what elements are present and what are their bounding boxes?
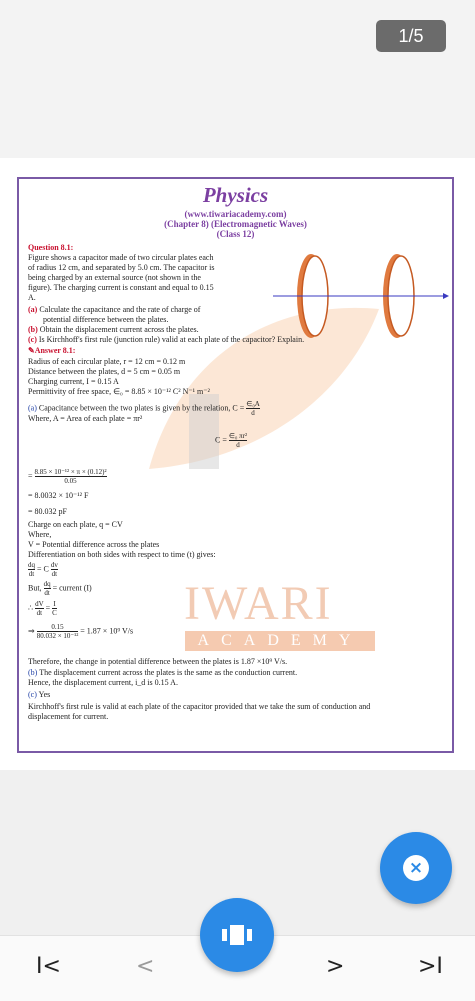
close-fab-button[interactable] — [380, 832, 452, 904]
therefore-text: Therefore, the change in potential difference between the plates is 1.87 ×10⁹ V/s. — [28, 657, 288, 666]
question-label: Question 8.1: — [28, 243, 74, 252]
capacitance-formula: C = $\frac{\text{∈₀ πr²}}{d}$ — [215, 432, 248, 449]
answer-b: (b) The displacement current across the plates is the same as the conduction current. — [28, 668, 298, 677]
hence-text: Hence, the displacement current, i_d is 0.15 A. — [28, 678, 178, 687]
view-mode-icon — [222, 925, 252, 945]
question-part-c: (c) Is Kirchhoff's first rule (junction rule) valid at each plate of the capacitor? Explain. — [28, 335, 305, 344]
calc-step-3: = 80.032 pF — [28, 507, 67, 516]
result-formula: ⇒ $\frac{0.15}{\text{80.032 × 10⁻¹²}}$ = 1.87 × 10⁹ V/s — [28, 623, 134, 640]
v-definition: V = Potential difference across the plates — [28, 540, 160, 549]
answer-c: (c) Yes — [28, 690, 51, 699]
last-page-button[interactable]: >I — [418, 954, 443, 979]
page-border — [17, 177, 454, 753]
answer-label: ✎Answer 8.1: — [28, 346, 76, 355]
kirchhoff-text: Kirchhoff's first rule is valid at each plate of the capacitor provided that we take the sum of conduction and displacement for current. — [28, 702, 371, 721]
dv-dt-formula: ∴ $\frac{dV}{dt}$ = $\frac{I}{C}$ — [28, 600, 57, 617]
calc-step-1: = $\frac{\text{8.85 × 10⁻¹² × π × (0.12)²}}{0.05}$ — [28, 468, 107, 485]
watermark-text: IWARI — [184, 577, 333, 630]
close-icon: × — [403, 855, 429, 881]
current-relation: But, $\frac{dq}{dt}$ = current (I) — [28, 580, 92, 597]
doc-site: (www.tiwariacademy.com) — [184, 209, 287, 219]
calc-step-2: = 8.0032 × 10⁻¹² F — [28, 491, 89, 500]
area-definition: Where, A = Area of each plate = πr² — [28, 414, 143, 423]
question-part-b: (b) Obtain the displacement current across the plates. — [28, 325, 199, 334]
viewer-top-area — [0, 0, 475, 160]
page-indicator: 1/5 — [376, 20, 446, 52]
question-part-a: (a) Calculate the capacitance and the rate of charge of — [28, 305, 201, 314]
pen-icon: ✎ — [28, 346, 35, 355]
first-page-button[interactable]: I< — [36, 954, 61, 979]
dq-dt-formula: $\frac{dq}{dt}$ = C $\frac{dv}{dt}$ — [28, 561, 58, 578]
where-line: Where, — [28, 530, 52, 539]
doc-class: (Class 12) — [216, 229, 255, 239]
question-text: Figure shows a capacitor made of two circular plates each of radius 12 cm, and separated by 5.0 cm. The capacitor is being charged by an external source (not shown in the figure). The charging current is constant and equal to 0.15 A. — [28, 253, 215, 302]
next-page-button[interactable]: > — [326, 954, 345, 979]
pdf-page[interactable] — [0, 158, 475, 770]
doc-title: Physics — [202, 183, 269, 207]
doc-chapter: (Chapter 8) (Electromagnetic Waves) — [164, 219, 307, 229]
view-mode-button[interactable] — [200, 898, 274, 972]
prev-page-button[interactable]: < — [136, 954, 155, 979]
answer-a: (a) Capacitance between the two plates is given by the relation, C = $\frac{\text{∈₀A}}{d}$ — [28, 400, 260, 417]
question-part-a-cont: potential difference between the plates. — [43, 315, 169, 324]
given-values: Radius of each circular plate, r = 12 cm = 0.12 m Distance between the plates, d = 5 cm = 0.05 m Charging current, I = 0.15 A Permittivity of free space, ∈₀ = 8.85 × 10⁻¹² C² N⁻¹ m⁻² — [28, 357, 210, 396]
watermark-academy: ACADEMY — [185, 631, 375, 651]
differentiation-line: Differentiation on both sides with respect to time (t) gives: — [28, 550, 216, 559]
charge-line: Charge on each plate, q = CV — [28, 520, 123, 529]
capacitor-figure — [271, 251, 451, 341]
